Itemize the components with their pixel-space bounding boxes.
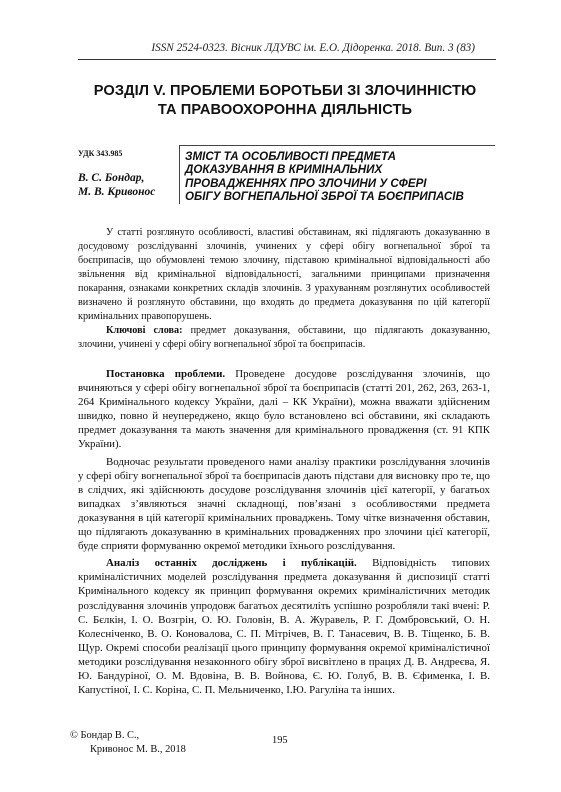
abstract [78, 226, 490, 352]
section-heading [70, 82, 500, 120]
copyright-line-1: © Бондар В. С., [70, 730, 140, 741]
page-number: 195 [272, 735, 288, 746]
author-2: М. В. Кривонос [78, 186, 156, 198]
paragraph-problem-statement [78, 367, 490, 452]
section-heading-line-2: ТА ПРАВООХОРОННА ДІЯЛЬНІСТЬ [157, 102, 413, 118]
article-title [179, 145, 495, 204]
copyright-line-2: Кривонос М. В., 2018 [90, 744, 186, 755]
keywords [78, 324, 490, 352]
author-1: В. С. Бондар, [78, 172, 145, 184]
article-title-line: ЗМІСТ ТА ОСОБЛИВОСТІ ПРЕДМЕТА [185, 150, 396, 163]
article-title-line: ОБІГУ ВОГНЕПАЛЬНОЇ ЗБРОЇ ТА БОЄПРИПАСІВ [185, 190, 464, 204]
paragraph-practice-analysis: Водночас результати проведеного нами аналізу практики розслідування злочинів у сфері обігу вогнепальної зброї та боєприпасів дають підстави для висновку про те, що в слідчих, які здійснюють досудове розслідування злочинів цієї категорії, у багатьох випадках з’являються значні складнощі, пов’язані з особливостями предмета доказування в цій категорії кримінальних проваджень. Тому чітке визначення обставин, що підлягають доказуванню в кримінальних провадженнях про злочини цієї категорії, буде сприяти формуванню окремої методики їхнього розслідування. [78, 455, 490, 553]
header-divider [78, 59, 496, 60]
article-title-line: ДОКАЗУВАННЯ В КРИМІНАЛЬНИХ [185, 163, 383, 177]
udk-code: УДК 343.985 [78, 149, 123, 158]
article-body [78, 367, 490, 700]
paragraph-literature-review [78, 556, 490, 697]
keywords-label: Ключові слова: [106, 325, 183, 336]
authors [78, 171, 155, 199]
section-heading-line-1: РОЗДІЛ V. ПРОБЛЕМИ БОРОТЬБИ ЗІ ЗЛОЧИННІСТЮ [93, 83, 477, 99]
keywords-text: предмет доказування, обставини, що підлягають доказуванню, злочини, учинені у сфері обігу вогнепальної зброї та боєприпасів. [78, 325, 490, 350]
paragraph-heading: Аналіз останніх досліджень і публікацій. [106, 557, 357, 570]
running-header: ISSN 2524-0323. Вісник ЛДУВС ім. Е.О. Дідоренка. 2018. Вип. 3 (83) [151, 42, 475, 54]
copyright-notice [70, 729, 186, 757]
paragraph-heading: Постановка проблеми. [106, 368, 226, 380]
paragraph-text: Відповідність типових криміналістичних моделей розслідування предмета доказування й диспозиції статті Кримінального кодексу як принцип формування окремих криміналістичних методик розслідування злочинів упродовж багатьох десятиліть успішно розробляли такі вчені: Р. С. Бєлкін, І. О. Возгрін, О. Ю. Головін, В. А. Журавель, Р. Г. Домбровський, О. Н. Колесніченко, В. О. Коновалова, С. П. Мітрічев, В. Г. Танасевич, В. В. Тіщенко, Б. В. Щур. Окремі способи реалізації цього принципу формування окремої криміналістичної методики розслідування незаконного обігу зброї висвітлено в працях Д. В. Андреєва, Я. Ю. Бандуріної, О. М. Вдовіна, В. В. Войнова, Є. Ю. Голуб, В. В. Єфименка, І. В. Капустіної, І. С. Коріна, С. П. Мельниченко, І.Ю. Рагуліна та інших. [78, 557, 491, 697]
paragraph-text: Проведене досудове розслідування злочинів, що вчиняються у сфері обігу вогнепальної зброї та боєприпасів (статті 201, 262, 263, 263-1, 264 Кримінального кодексу України, далі – КК України), можна вважати здійсненим швидко, повно й неупереджено, якщо було встановлено всі обставини, які складають предмет доказування та мають значення для кримінального провадження (ст. 91 КПК України). [78, 368, 490, 451]
article-title-line: ПРОВАДЖЕННЯХ ПРО ЗЛОЧИНИ У СФЕРІ [185, 176, 427, 190]
abstract-text: У статті розглянуто особливості, властиві обставинам, які підлягають доказуванню в досудовому розслідуванні злочинів, учинених у сфері обігу вогнепальної зброї та боєприпасів, що обумовлені темою злочину, підставою кримінальної відповідальності або звільнення від кримінальної відповідальності, загальними принципами призначення покарання, ознаками конкретних складів злочинів. З урахуванням розглянутих особливостей визначено й розглянуто обставини, що входять до предмета доказування по цій категорії кримінальних правопорушень. [78, 227, 490, 322]
